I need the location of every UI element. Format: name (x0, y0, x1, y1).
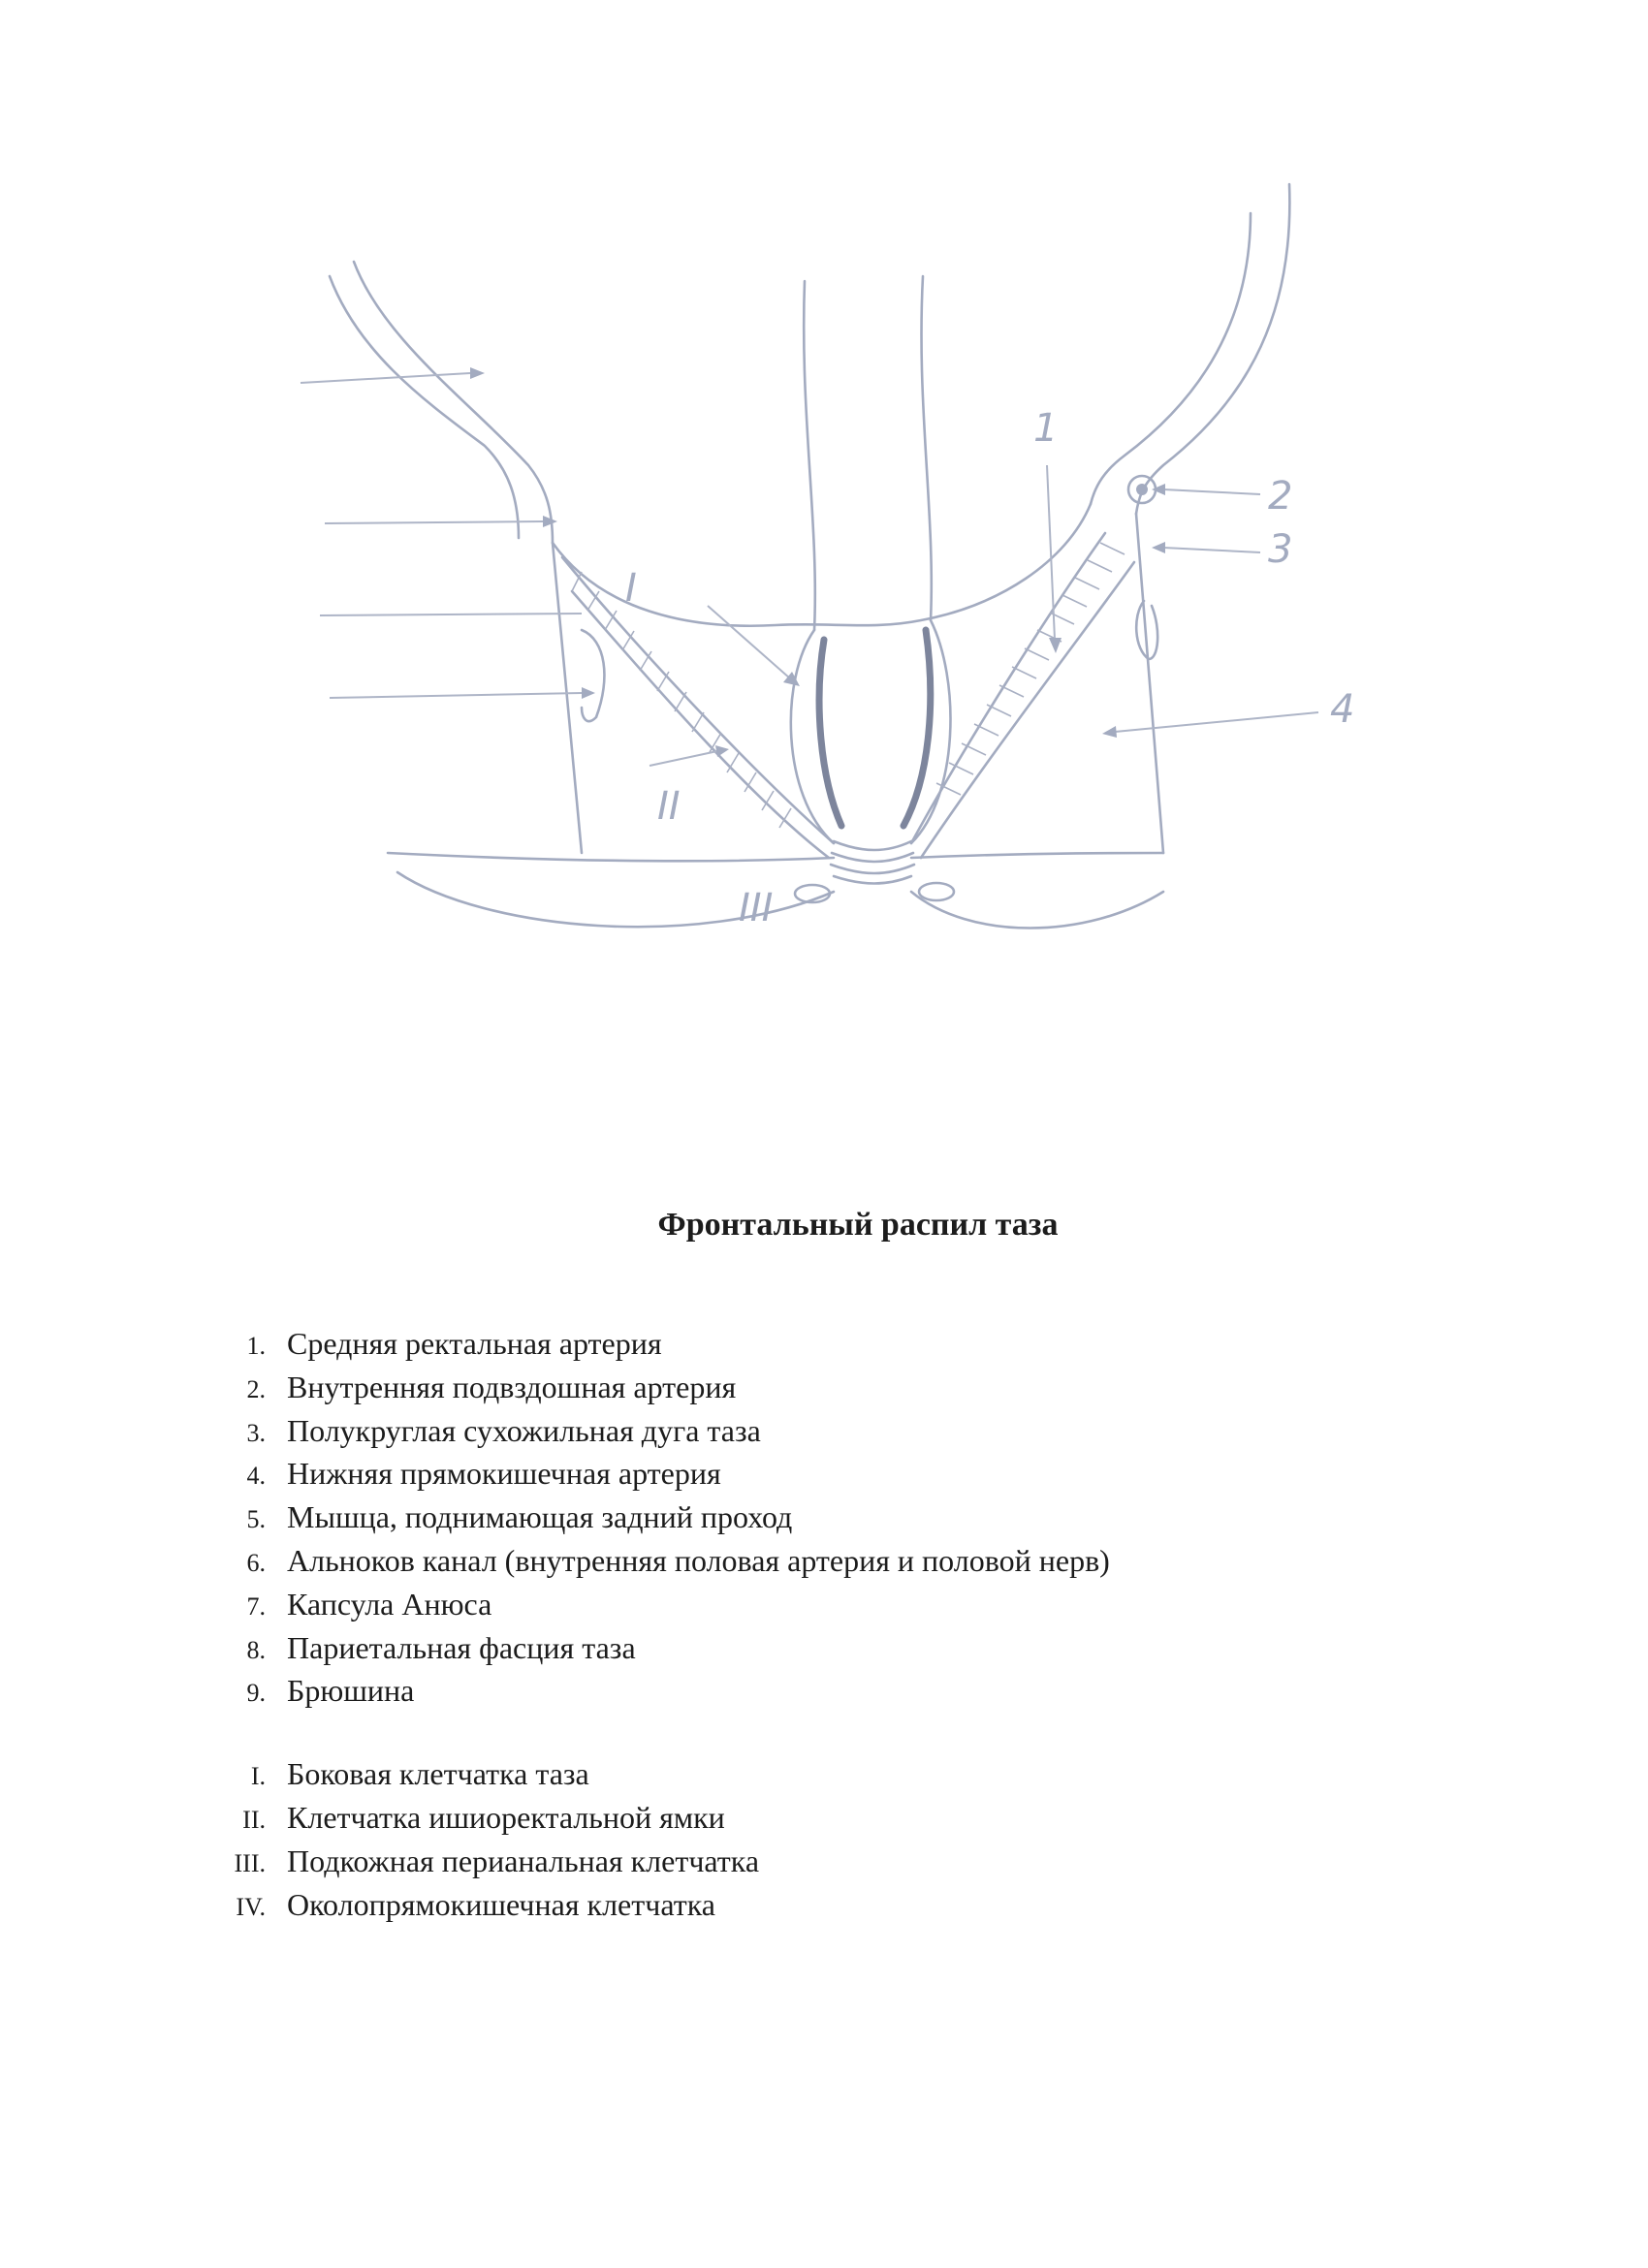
internal-iliac-artery-dot (1136, 484, 1148, 495)
left-pelvic-wall (553, 543, 582, 853)
legend-number: 6. (246, 1548, 266, 1577)
legend-text: Средняя ректальная артерия (287, 1326, 662, 1361)
left-outer-contour (354, 262, 553, 543)
pelvis-frontal-section-drawing (291, 174, 1406, 1008)
numbered-legend (194, 1326, 1454, 1717)
marker-roman-iii: III (739, 886, 774, 930)
leader-left-6-head (582, 687, 595, 699)
legend-item (194, 1843, 1454, 1887)
leader-right-1-head (1049, 638, 1062, 653)
perineum-line-right (911, 853, 1163, 858)
legend-item (194, 1370, 1454, 1413)
legend-number: 2. (246, 1374, 266, 1403)
legend-number: 3. (246, 1418, 266, 1447)
sphincter-ring-1 (834, 841, 911, 850)
perineum-line (388, 853, 834, 861)
rectum-left-wall-line (804, 281, 815, 630)
legend-text: Нижняя прямокишечная артерия (287, 1456, 721, 1492)
figure-title: Фронтальный распил таза (657, 1207, 1059, 1243)
right-outer-contour (1136, 184, 1289, 514)
legend-text: Брюшина (287, 1673, 415, 1709)
legend-number: 5. (246, 1505, 266, 1534)
legend-text: Околопрямокишечная клетчатка (287, 1887, 715, 1922)
marker-4: 4 (1330, 687, 1355, 732)
leader-right-2 (1163, 489, 1260, 494)
legend-text: Клетчатка ишиоректальной ямки (287, 1800, 725, 1835)
right-perianal-nodule (919, 883, 954, 900)
leader-left-9 (301, 373, 470, 383)
right-levator-hatching (936, 543, 1125, 795)
legend-text: Подкожная перианальная клетчатка (287, 1843, 760, 1878)
left-levator-hatching (572, 572, 791, 828)
leader-right-3 (1163, 548, 1260, 552)
leader-ii (650, 751, 717, 766)
right-levator-upper (911, 533, 1105, 843)
leader-right-4 (1115, 712, 1318, 732)
legend-item (194, 1499, 1454, 1543)
legend-number: I. (250, 1762, 266, 1790)
leader-right-3-head (1152, 542, 1165, 553)
legend-item (194, 1630, 1454, 1674)
right-pelvic-wall (1136, 514, 1163, 853)
legend-item (194, 1413, 1454, 1457)
legend-number: 8. (246, 1635, 266, 1664)
legend-text: Париетальная фасция таза (287, 1629, 636, 1665)
rectum-right-muscle (903, 630, 931, 826)
leader-ii-head (715, 745, 729, 757)
left-alcock-canal (582, 630, 604, 721)
leader-left-6 (330, 693, 582, 698)
legend-text: Капсула Анюса (287, 1586, 492, 1622)
left-inner-contour (330, 276, 519, 538)
legend-item (194, 1800, 1454, 1843)
legend-number: II. (242, 1806, 266, 1834)
marker-roman-i: I (625, 566, 637, 611)
leader-left-9-head (470, 367, 485, 379)
marker-3: 3 (1268, 527, 1293, 572)
legend-text: Внутренняя подвздошная артерия (287, 1369, 737, 1404)
sphincter-ring-4 (834, 876, 911, 884)
legend-text: Альноков канал (внутренняя половая артерия и половой нерв) (287, 1542, 1110, 1578)
legend-item (194, 1673, 1454, 1717)
legend-text: Мышца, поднимающая задний проход (287, 1499, 793, 1535)
legend-item (194, 1456, 1454, 1499)
rectum-left-muscle (819, 640, 841, 826)
roman-legend (194, 1756, 1454, 1931)
legend-item (194, 1326, 1454, 1370)
rectum-right-wall-line (921, 276, 931, 620)
legend-number: IV. (236, 1893, 266, 1921)
leader-iv (708, 606, 790, 678)
legend-item (194, 1587, 1454, 1630)
legend-text: Полукруглая сухожильная дуга таза (287, 1412, 761, 1448)
legend-item (194, 1756, 1454, 1800)
marker-1: 1 (1033, 406, 1059, 451)
legend-text: Боковая клетчатка таза (287, 1756, 589, 1791)
sphincter-ring-3 (831, 865, 914, 873)
legend-number: III. (234, 1849, 266, 1877)
legend-item (194, 1543, 1454, 1587)
marker-roman-ii: II (657, 784, 681, 829)
right-levator-lower (921, 562, 1134, 858)
leader-left-7 (320, 614, 582, 615)
legend-number: 9. (246, 1679, 266, 1708)
legend-number: 4. (246, 1462, 266, 1491)
sphincter-ring-2 (832, 853, 913, 862)
legend-number: 7. (246, 1591, 266, 1621)
leader-left-8 (325, 521, 543, 523)
marker-2: 2 (1268, 474, 1293, 519)
legend-number: 1. (246, 1332, 266, 1360)
leader-right-4-head (1102, 726, 1117, 738)
sketch-canvas (291, 174, 1406, 1008)
legend-item (194, 1887, 1454, 1931)
